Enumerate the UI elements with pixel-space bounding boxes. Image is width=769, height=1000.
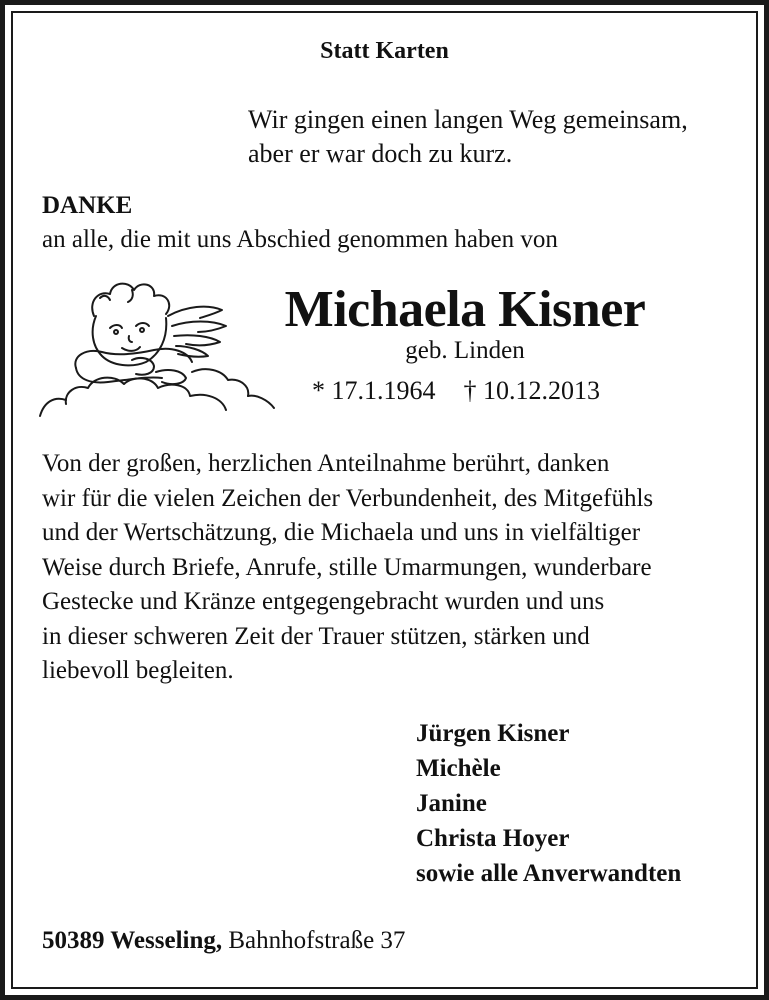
signers-list: [416, 716, 681, 891]
life-dates: [312, 376, 600, 406]
message-line: Weise durch Briefe, Anrufe, stille Umarmungen, wunderbare: [42, 553, 652, 581]
signer-name: Jürgen Kisner: [416, 720, 570, 747]
address-street: Bahnhofstraße 37: [228, 927, 406, 954]
signer-name: Janine: [416, 790, 487, 817]
maiden-name: geb. Linden: [405, 337, 525, 364]
message-line: Von der großen, herzlichen Anteilnahme berührt, danken: [42, 450, 610, 477]
signer-name: sowie alle Anverwandten: [416, 860, 682, 887]
signer-name: Michèle: [416, 755, 501, 782]
deceased-name: Michaela Kisner: [284, 281, 646, 338]
message-line: Gestecke und Kränze entgegengebracht wurden und uns: [42, 588, 605, 615]
message-line: wir für die vielen Zeichen der Verbundenheit, des Mitgefühls: [42, 484, 654, 512]
thanks-intro: an alle, die mit uns Abschied genommen haben von: [42, 226, 558, 253]
signer-name: Christa Hoyer: [416, 825, 570, 852]
heading-statt-karten: Statt Karten: [320, 38, 449, 64]
motto-quote: [248, 103, 688, 171]
message-line: und der Wertschätzung, die Michaela und uns in vielfältiger: [42, 519, 641, 546]
motto-line: aber er war doch zu kurz.: [248, 139, 513, 168]
thanks-message: [42, 447, 653, 689]
address-city: 50389 Wesseling,: [42, 927, 223, 954]
motto-line: Wir gingen einen langen Weg gemeinsam,: [248, 105, 688, 134]
birth-date: * 17.1.1964: [312, 376, 436, 405]
cherub-angel-icon: [36, 276, 280, 424]
death-date: † 10.12.2013: [463, 376, 600, 405]
thanks-title: DANKE: [42, 192, 133, 219]
message-line: liebevoll begleiten.: [42, 657, 234, 684]
message-line: in dieser schweren Zeit der Trauer stützen, stärken und: [42, 622, 590, 650]
address: [42, 927, 405, 955]
